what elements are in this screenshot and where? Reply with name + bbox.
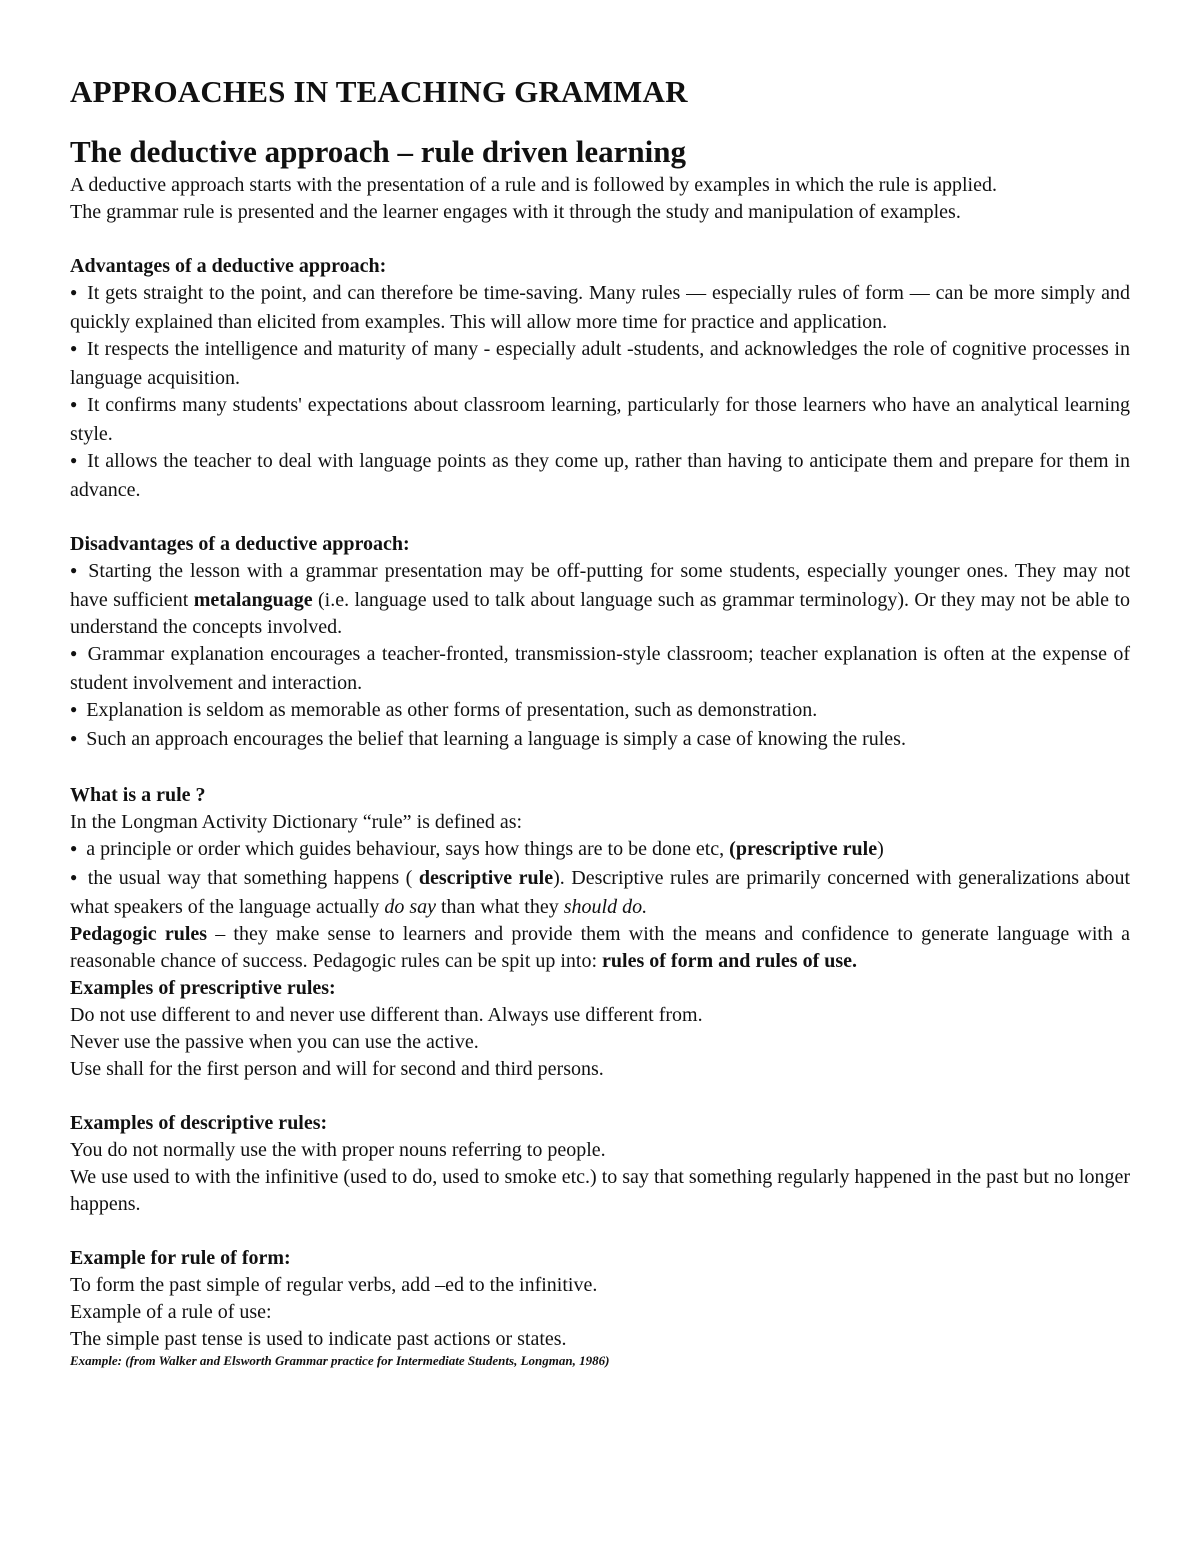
disadvantage-item: ● Such an approach encourages the belief that learning a language is simply a case of knowing the rules. [70,726,1130,755]
advantage-item: ● It allows the teacher to deal with language points as they come up, rather than having to anticipate them and prepare for them in advance. [70,448,1130,504]
document-page [70,72,1130,1369]
descriptive-example: You do not normally use the with proper nouns referring to people. [70,1139,606,1161]
advantage-item: ● It respects the intelligence and maturity of many - especially adult -students, and acknowledges the role of cognitive processes in language acquisition. [70,336,1130,392]
disadvantage-item: ● Starting the lesson with a grammar presentation may be off-putting for some students, especially younger ones. They may not have sufficient metalanguage (i.e. language used to talk about language such as grammar terminology). Or they may not be able to understand the concepts involved. [70,558,1130,641]
prescriptive-examples-heading: Examples of prescriptive rules: [70,977,336,999]
form-example-line: To form the past simple of regular verbs, add –ed to the infinitive. [70,1274,598,1296]
rule-heading: What is a rule ? [70,784,206,806]
rule-definition-item: ● the usual way that something happens ( descriptive rule). Descriptive rules are primarily concerned with generalizations about what speakers of the language actually do say than what they should do. [70,865,1130,921]
section-title: The deductive approach – rule driven learning [70,134,687,169]
disadvantage-item: ● Grammar explanation encourages a teacher-fronted, transmission-style classroom; teacher explanation is often at the expense of student involvement and interaction. [70,641,1130,697]
disadvantages-heading: Disadvantages of a deductive approach: [70,533,410,555]
prescriptive-example: Never use the passive when you can use the active. [70,1031,479,1053]
source-citation: Example: (from Walker and Elsworth Grammar practice for Intermediate Students, Longman, 1986) [70,1353,610,1368]
intro-paragraph: A deductive approach starts with the presentation of a rule and is followed by examples in which the rule is applied. [70,174,997,196]
pedagogic-rules-paragraph: Pedagogic rules – they make sense to learners and provide them with the means and confidence to generate language with a reasonable chance of success. Pedagogic rules can be spit up into: rules of form and rules of use. [70,923,1130,972]
prescriptive-example: Do not use different to and never use different than. Always use different from. [70,1004,703,1026]
prescriptive-example: Use shall for the first person and will for second and third persons. [70,1058,604,1080]
advantage-item: ● It confirms many students' expectations about classroom learning, particularly for those learners who have an analytical learning style. [70,392,1130,448]
rule-definition-item: ● a principle or order which guides behaviour, says how things are to be done etc, (prescriptive rule) [70,836,1130,865]
metalanguage-term: metalanguage [193,589,313,611]
form-example-line: The simple past tense is used to indicate past actions or states. [70,1328,567,1350]
descriptive-examples-heading: Examples of descriptive rules: [70,1112,328,1134]
descriptive-example: We use used to with the infinitive (used to do, used to smoke etc.) to say that something regularly happened in the past but no longer happens. [70,1166,1130,1215]
form-example-heading: Example for rule of form: [70,1247,291,1269]
intro-paragraph: The grammar rule is presented and the learner engages with it through the study and manipulation of examples. [70,201,961,223]
disadvantage-item: ● Explanation is seldom as memorable as other forms of presentation, such as demonstration. [70,697,1130,726]
rule-definition-intro: In the Longman Activity Dictionary “rule” is defined as: [70,811,523,833]
advantages-heading: Advantages of a deductive approach: [70,255,387,277]
document-title: APPROACHES IN TEACHING GRAMMAR [70,74,688,109]
advantage-item: ● It gets straight to the point, and can therefore be time-saving. Many rules — especially rules of form — can be more simply and quickly explained than elicited from examples. This will allow more time for practice and application. [70,280,1130,336]
form-example-line: Example of a rule of use: [70,1301,272,1323]
